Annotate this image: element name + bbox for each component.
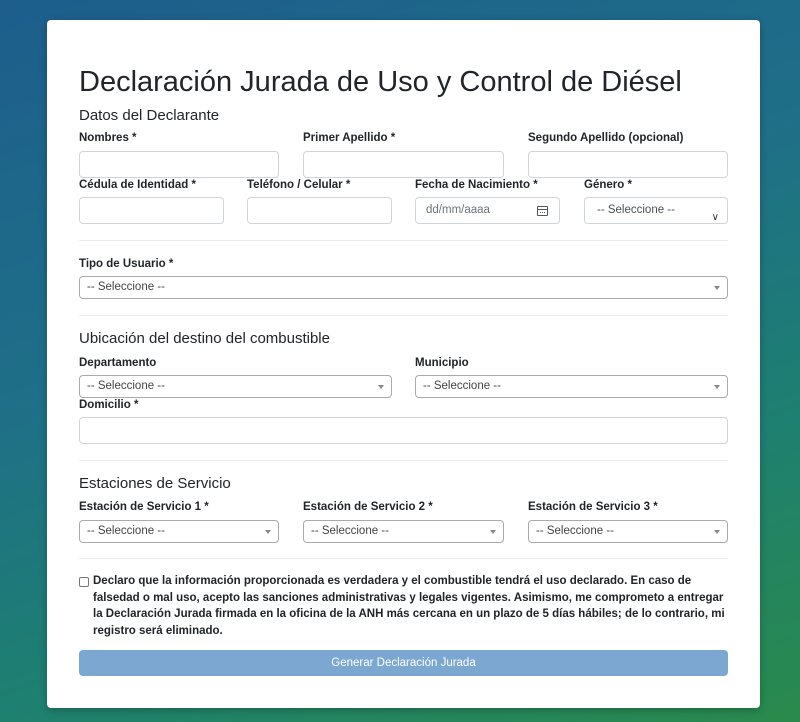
- fecha-nacimiento-label: Fecha de Nacimiento *: [415, 179, 538, 191]
- calendar-icon[interactable]: [537, 206, 548, 216]
- dropdown-arrow-icon: [490, 530, 496, 534]
- form-card: [47, 20, 760, 708]
- segundo-apellido-label: Segundo Apellido (opcional): [528, 132, 684, 144]
- estacion-3-selected-value: -- Seleccione --: [536, 525, 614, 537]
- estacion-1-select[interactable]: [79, 520, 279, 543]
- fecha-nacimiento-input[interactable]: [415, 197, 560, 224]
- cedula-input[interactable]: [79, 197, 224, 224]
- primer-apellido-label: Primer Apellido *: [303, 132, 396, 144]
- genero-selected-value: -- Seleccione --: [597, 204, 675, 216]
- estacion-1-label: Estación de Servicio 1 *: [79, 501, 209, 513]
- segundo-apellido-input[interactable]: [528, 151, 728, 178]
- primer-apellido-input[interactable]: [303, 151, 504, 178]
- estacion-2-selected-value: -- Seleccione --: [311, 525, 389, 537]
- municipio-selected-value: -- Seleccione --: [423, 380, 501, 392]
- dropdown-arrow-icon: [714, 530, 720, 534]
- section-heading-declarant: Datos del Declarante: [79, 107, 220, 124]
- dropdown-arrow-icon: [378, 385, 384, 389]
- telefono-label: Teléfono / Celular *: [247, 179, 351, 191]
- page-title: Declaración Jurada de Uso y Control de Diésel: [79, 66, 682, 98]
- municipio-select[interactable]: [415, 375, 728, 398]
- estacion-3-select[interactable]: [528, 520, 728, 543]
- section-heading-location: Ubicación del destino del combustible: [79, 330, 330, 347]
- tipo-usuario-selected-value: -- Seleccione --: [87, 281, 165, 293]
- estacion-1-selected-value: -- Seleccione --: [87, 525, 165, 537]
- departamento-selected-value: -- Seleccione --: [87, 380, 165, 392]
- dropdown-arrow-icon: [265, 530, 271, 534]
- departamento-select[interactable]: [79, 375, 392, 398]
- declaration-text: Declaro que la información proporcionada es verdadera y el combustible tendrá el uso declarado. En caso de falsedad o mal uso, acepto las sanciones administrativas y legales vigentes. Asimismo, me comprometo a entregar la Declaración Jurada firmada en la oficina de la ANH más cercana en un plazo de 5 días hábiles; de lo contrario, mi registro será eliminado.: [93, 575, 725, 637]
- genero-select[interactable]: [584, 197, 728, 224]
- telefono-input[interactable]: [247, 197, 392, 224]
- dropdown-arrow-icon: [714, 385, 720, 389]
- section-heading-stations: Estaciones de Servicio: [79, 475, 231, 492]
- tipo-usuario-select[interactable]: [79, 276, 728, 299]
- nombres-input[interactable]: [79, 151, 279, 178]
- divider: [79, 558, 728, 559]
- departamento-label: Departamento: [79, 357, 157, 369]
- estacion-2-label: Estación de Servicio 2 *: [303, 501, 433, 513]
- declaration-checkbox[interactable]: [79, 577, 89, 587]
- estacion-2-select[interactable]: [303, 520, 504, 543]
- divider: [79, 460, 728, 461]
- divider: [79, 315, 728, 316]
- domicilio-label: Domicilio *: [79, 399, 139, 411]
- genero-label: Género *: [584, 179, 632, 191]
- nombres-label: Nombres *: [79, 132, 137, 144]
- estacion-3-label: Estación de Servicio 3 *: [528, 501, 658, 513]
- cedula-label: Cédula de Identidad *: [79, 179, 196, 191]
- divider: [79, 240, 728, 241]
- tipo-usuario-label: Tipo de Usuario *: [79, 258, 174, 270]
- domicilio-input[interactable]: [79, 417, 728, 444]
- chevron-down-icon: ∨: [711, 212, 719, 223]
- dropdown-arrow-icon: [714, 286, 720, 290]
- municipio-label: Municipio: [415, 357, 469, 369]
- generate-declaration-button[interactable]: Generar Declaración Jurada: [79, 650, 728, 676]
- fecha-nacimiento-placeholder: dd/mm/aaaa: [426, 204, 490, 216]
